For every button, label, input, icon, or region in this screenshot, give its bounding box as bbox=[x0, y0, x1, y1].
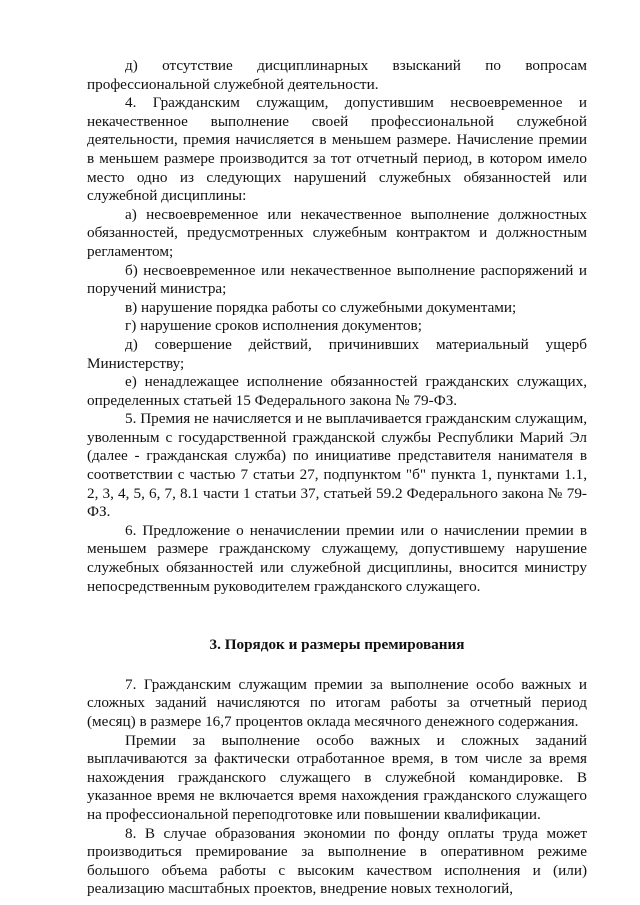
paragraph-d-no-disciplinary: д) отсутствие дисциплинарных взысканий по вопросам профессиональной служебной деятельности. bbox=[87, 57, 587, 93]
paragraph-4: 4. Гражданским служащим, допустившим несвоевременное и некачественное выполнение своей профессиональной служебной деятельности, премия начисляется в меньшем размере. Начисление премии в меньшем размере производится за тот отчетный период, в котором имело место одно из следующих нарушений служебных обязанностей или служебной дисциплины: bbox=[87, 94, 587, 205]
paragraph-4d: д) совершение действий, причинивших материальный ущерб Министерству; bbox=[87, 335, 587, 372]
paragraph-8: 8. В случае образования экономии по фонду оплаты труда может производиться премирование за выполнение в оперативном режиме большого объема работы с высоким качеством исполнения и (или) реализацию масштабных проектов, внедрение новых технологий, bbox=[87, 824, 587, 898]
paragraph-4g: г) нарушение сроков исполнения документов; bbox=[125, 317, 422, 335]
paragraph-4v: в) нарушение порядка работы со служебными документами; bbox=[125, 298, 517, 316]
paragraph-5: 5. Премия не начисляется и не выплачивается гражданским служащим, уволенным с государственной гражданской службы Республики Марий Эл (далее - гражданская служба) по инициативе представителя нанимателя в соответствии с частью 7 статьи 27, подпунктом "б" пункта 1, пунктами 1.1, 2, 3, 4, 5, 6, 7, 8.1 части 1 статьи 37, статьей 59.2 Федерального закона № 79-ФЗ. bbox=[87, 410, 587, 521]
paragraph-4b: б) несвоевременное или некачественное выполнение распоряжений и поручений министра; bbox=[87, 261, 587, 298]
paragraph-7-continuation: Премии за выполнение особо важных и сложных заданий выплачиваются за фактически отработанное время, в том числе за время нахождения гражданского служащего в служебной командировке. В указанное время не включается время нахождения гражданского служащего на профессиональной переподготовке или повышении квалификации. bbox=[87, 731, 587, 823]
paragraph-6: 6. Предложение о неначислении премии или о начислении премии в меньшем размере гражданскому служащему, допустившему нарушение служебных обязанностей или служебной дисциплины, вносится министру непосредственным руководителем гражданского служащего. bbox=[87, 521, 587, 595]
paragraph-7: 7. Гражданским служащим премии за выполнение особо важных и сложных заданий начисляются по итогам работы за отчетный период (месяц) в размере 16,7 процентов оклада месячного денежного содержания. bbox=[87, 675, 587, 730]
paragraph-4a: а) несвоевременное или некачественное выполнение должностных обязанностей, предусмотренных служебным контрактом и должностным регламентом; bbox=[87, 205, 587, 260]
paragraph-4e: е) ненадлежащее исполнение обязанностей гражданских служащих, определенных статьей 15 Федерального закона № 79-ФЗ. bbox=[87, 373, 587, 409]
section-heading: 3. Порядок и размеры премирования bbox=[209, 636, 465, 654]
document-page bbox=[87, 57, 587, 899]
